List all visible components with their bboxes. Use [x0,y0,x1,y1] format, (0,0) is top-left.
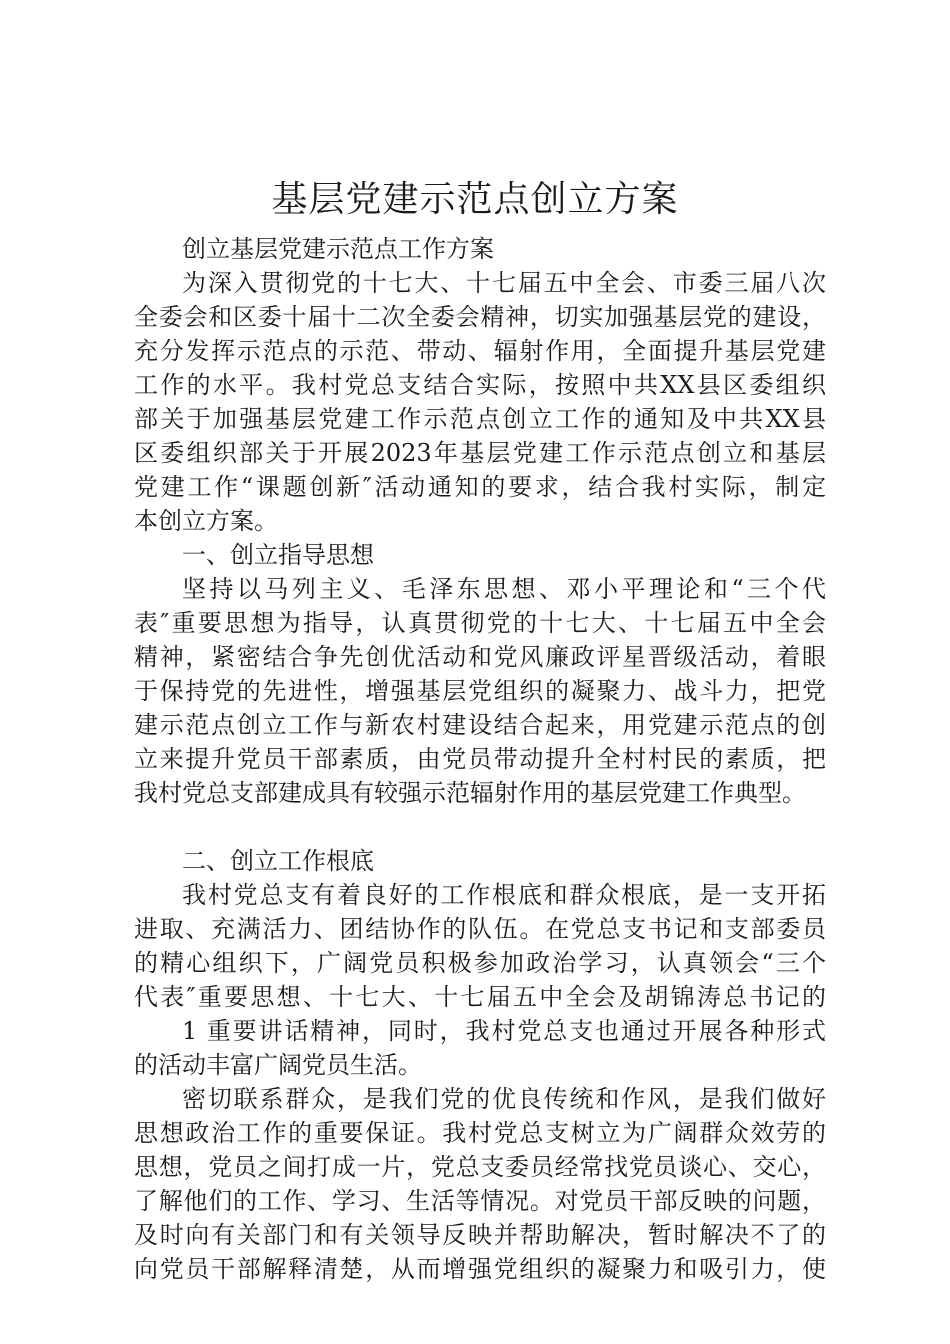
text-line: 区委组织部关于开展2023年基层党建工作示范点创立和基层 [134,439,826,467]
document-body [134,232,826,1286]
text-line: 思想，党员之间打成一片，党总支委员经常找党员谈心、交心， [134,1153,826,1181]
text-line: 部关于加强基层党建工作示范点创立工作的通知及中共XX县 [134,405,826,433]
text-line: 向党员干部解释清楚，从而增强党组织的凝聚力和吸引力，使 [134,1255,826,1283]
text-line: 坚持以马列主义、毛泽东思想、邓小平理论和“三个代 [182,575,826,603]
section-heading: 二、创立工作根底 [182,847,374,875]
text-line: 及时向有关部门和有关领导反映并帮助解决，暂时解决不了的 [134,1221,826,1249]
document-subtitle: 创立基层党建示范点工作方案 [182,235,494,263]
text-line: 代表″重要思想、十七大、十七届五中全会及胡锦涛总书记的 [134,983,826,1011]
text-line: 思想政治工作的重要保证。我村党总支树立为广阔群众效劳的 [134,1119,826,1147]
text-line: 本创立方案。 [134,507,278,535]
text-line: 全委会和区委十届十二次全委会精神，切实加强基层党的建设， [134,303,826,331]
text-line: 的活动丰富广阔党员生活。 [134,1051,422,1079]
paragraph-gap [134,810,826,844]
section-heading: 一、创立指导思想 [182,541,374,569]
text-line: 1 重要讲话精神，同时，我村党总支也通过开展各种形式 [182,1017,826,1045]
text-line: 于保持党的先进性，增强基层党组织的凝聚力、战斗力，把党 [134,677,826,705]
text-line: 为深入贯彻党的十七大、十七届五中全会、市委三届八次 [182,269,826,297]
text-line: 密切联系群众，是我们党的优良传统和作风，是我们做好 [182,1085,826,1113]
text-line: 党建工作“课题创新″活动通知的要求，结合我村实际，制定 [134,473,826,501]
text-line: 精神，紧密结合争先创优活动和党风廉政评星晋级活动，着眼 [134,643,826,671]
text-line: 充分发挥示范点的示范、带动、辐射作用，全面提升基层党建 [134,337,826,365]
text-line: 我村党总支部建成具有较强示范辐射作用的基层党建工作典型。 [134,779,806,807]
text-line: 的精心组织下，广阔党员积极参加政治学习，认真领会“三个 [134,949,826,977]
text-line: 表″重要思想为指导，认真贯彻党的十七大、十七届五中全会 [134,609,826,637]
text-line: 建示范点创立工作与新农村建设结合起来，用党建示范点的创 [134,711,826,739]
document-title: 基层党建示范点创立方案 [271,179,679,220]
text-line: 了解他们的工作、学习、生活等情况。对党员干部反映的问题， [134,1187,826,1215]
text-line: 立来提升党员干部素质，由党员带动提升全村村民的素质，把 [134,745,826,773]
text-line: 我村党总支有着良好的工作根底和群众根底，是一支开拓 [182,881,826,909]
text-line: 工作的水平。我村党总支结合实际，按照中共XX县区委组织 [134,371,826,399]
text-line: 进取、充满活力、团结协作的队伍。在党总支书记和支部委员 [134,915,826,943]
